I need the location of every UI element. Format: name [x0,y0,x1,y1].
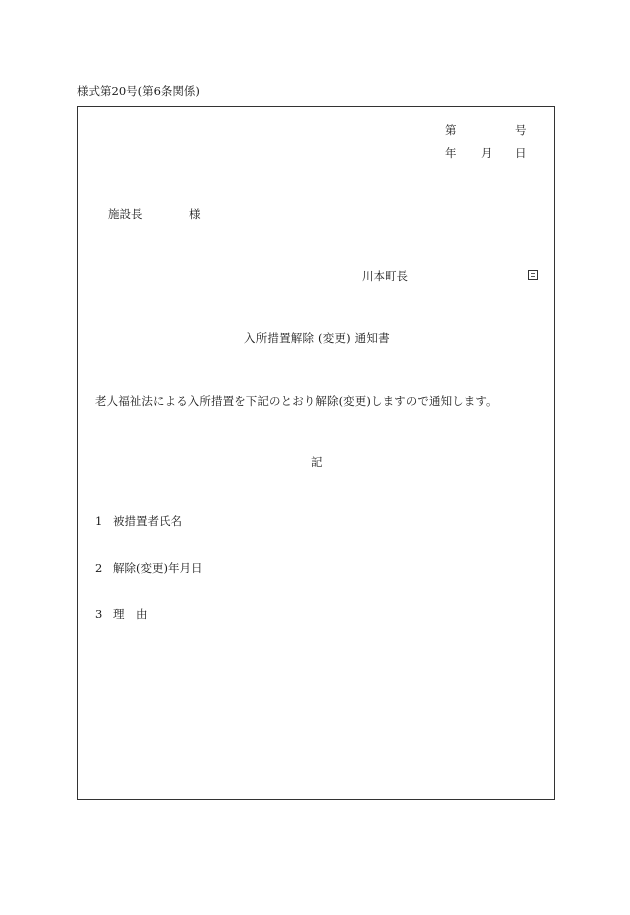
item-number: 2 [95,561,103,575]
date-month-label: 月 [481,146,493,160]
issuer-title: 川本町長 [362,269,408,283]
document-number-prefix: 第 [445,123,457,137]
form-number-label: 様式第20号(第6条関係) [77,84,200,98]
date-year-label: 年 [445,146,457,160]
document-frame [77,106,555,800]
document-number-suffix: 号 [515,123,527,137]
notice-body-text: 老人福祉法による入所措置を下記のとおり解除(変更)しますので通知します。 [95,394,498,408]
seal-mark-icon [528,270,538,280]
addressee-honorific: 様 [189,207,201,221]
addressee-name: 施設長 [108,207,143,221]
item-label-release-date: 解除(変更)年月日 [113,561,203,575]
document-title: 入所措置解除 (変更) 通知書 [244,331,390,345]
item-number: 1 [95,514,103,528]
ki-heading: 記 [311,455,323,469]
item-label-person-name: 被措置者氏名 [113,514,182,528]
item-number: 3 [95,607,103,621]
item-label-reason: 理 由 [113,607,148,621]
date-day-label: 日 [515,146,527,160]
